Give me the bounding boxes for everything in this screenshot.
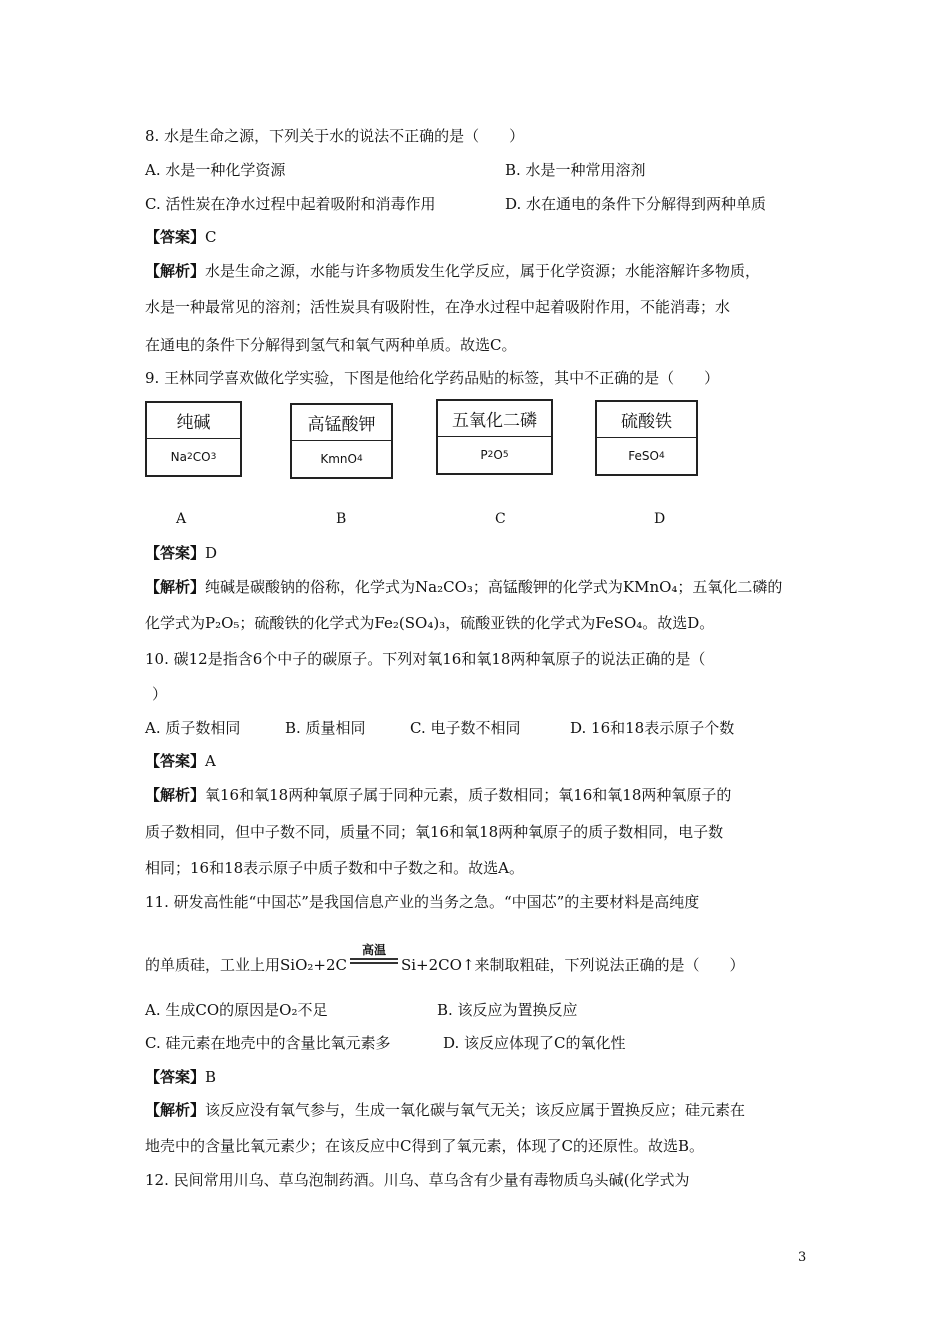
q9-analysis-line-2: 化学式为P₂O₅；硫酸铁的化学式为Fe₂(SO₄)₃，硫酸亚铁的化学式为FeSO₄。故选D。 <box>145 614 715 632</box>
answer-label: 【答案】 <box>145 1068 206 1086</box>
equation-right: Si+2CO↑来制取粗硅，下列说法正确的是（ ） <box>400 956 745 974</box>
q11-answer <box>145 1067 216 1087</box>
label-b <box>290 403 393 479</box>
q9-stem: 9. 王林同学喜欢做化学实验，下图是他给化学药品贴的标签，其中不正确的是（ ） <box>145 369 720 387</box>
q9-analysis-line-1 <box>145 577 782 597</box>
q10-stem-line-1: 10. 碳12是指含6个中子的碳原子。下列对氧16和氧18两种氧原子的说法正确的是（ <box>145 650 706 668</box>
q11-analysis-line-2: 地壳中的含量比氧元素少；在该反应中C得到了氧元素，体现了C的还原性。故选B。 <box>145 1137 704 1155</box>
analysis-text: 水是生命之源，水能与许多物质发生化学反应，属于化学资源；水能溶解许多物质， <box>205 262 761 280</box>
q9-answer <box>145 543 217 563</box>
label-a-formula: Na 2 CO 3 <box>170 450 217 464</box>
q10-option-c: C. 电子数不相同 <box>410 719 521 737</box>
analysis-text: 氧16和氧18两种氧原子属于同种元素，质子数相同；氧16和氧18两种氧原子的 <box>205 786 732 804</box>
analysis-text: 该反应没有氧气参与，生成一氧化碳与氧气无关；该反应属于置换反应；硅元素在 <box>205 1101 746 1119</box>
q10-answer <box>145 751 216 771</box>
q12-stem-line-1: 12. 民间常用川乌、草乌泡制药酒。川乌、草乌含有少量有毒物质乌头碱(化学式为 <box>145 1171 690 1189</box>
q10-analysis-line-2: 质子数相同，但中子数不同，质量不同；氧16和氧18两种氧原子的质子数相同，电子数 <box>145 823 724 841</box>
q11-option-d: D. 该反应体现了C的氧化性 <box>443 1034 626 1052</box>
answer-label: 【答案】 <box>145 544 206 562</box>
label-a <box>145 401 242 477</box>
analysis-label: 【解析】 <box>145 578 206 596</box>
q8-option-a: A. 水是一种化学资源 <box>145 161 286 179</box>
answer-value: A <box>205 752 216 770</box>
reaction-condition <box>348 943 400 975</box>
label-b-name: 高锰酸钾 <box>292 405 391 441</box>
label-d-letter: D <box>654 511 666 527</box>
q11-stem-line-2 <box>145 943 745 975</box>
equation-left: 的单质硅，工业上用SiO₂+2C <box>145 956 347 974</box>
condition-text: 高温 <box>361 943 386 957</box>
page-number: 3 <box>798 1250 807 1265</box>
label-c-formula: P 2 O 5 <box>480 448 509 462</box>
q10-option-d: D. 16和18表示原子个数 <box>570 719 735 737</box>
label-c-name: 五氧化二磷 <box>438 401 551 437</box>
label-d-name: 硫酸铁 <box>597 402 696 438</box>
q10-analysis-line-1 <box>145 785 731 805</box>
answer-value: C <box>205 228 217 246</box>
answer-value: B <box>205 1068 217 1086</box>
analysis-text: 纯碱是碳酸钠的俗称，化学式为Na₂CO₃；高锰酸钾的化学式为KMnO₄；五氧化二磷的 <box>205 578 783 596</box>
q11-analysis-line-1 <box>145 1100 745 1120</box>
q10-stem-line-2: ） <box>152 685 168 703</box>
q8-analysis-line-1 <box>145 261 760 281</box>
label-c-letter: C <box>495 511 506 527</box>
label-a-letter: A <box>176 511 187 527</box>
label-a-name: 纯碱 <box>147 403 240 439</box>
label-c <box>436 399 553 475</box>
answer-label: 【答案】 <box>145 228 206 246</box>
q8-analysis-line-3: 在通电的条件下分解得到氢气和氧气两种单质。故选C。 <box>145 336 517 354</box>
q8-option-b: B. 水是一种常用溶剂 <box>505 161 646 179</box>
q11-option-c: C. 硅元素在地壳中的含量比氧元素多 <box>145 1034 391 1052</box>
q8-answer <box>145 227 217 247</box>
answer-value: D <box>205 544 218 562</box>
label-d <box>595 400 698 476</box>
q10-option-a: A. 质子数相同 <box>145 719 241 737</box>
q11-option-a: A. 生成CO的原因是O₂不足 <box>145 1001 328 1019</box>
analysis-label: 【解析】 <box>145 262 206 280</box>
answer-label: 【答案】 <box>145 752 206 770</box>
q10-option-b: B. 质量相同 <box>285 719 366 737</box>
q10-analysis-line-3: 相同；16和18表示原子中质子数和中子数之和。故选A。 <box>145 859 525 877</box>
label-b-formula: KmnO 4 <box>320 452 363 466</box>
analysis-label: 【解析】 <box>145 786 206 804</box>
q8-analysis-line-2: 水是一种最常见的溶剂；活性炭具有吸附性，在净水过程中起着吸附作用，不能消毒；水 <box>145 298 731 316</box>
q8-stem: 8. 水是生命之源，下列关于水的说法不正确的是（ ） <box>145 127 525 145</box>
q11-stem-line-1: 11. 研发高性能“中国芯”是我国信息产业的当务之急。“中国芯”的主要材料是高纯度 <box>145 893 700 911</box>
q11-option-b: B. 该反应为置换反应 <box>437 1001 578 1019</box>
label-b-letter: B <box>336 511 347 527</box>
analysis-label: 【解析】 <box>145 1101 206 1119</box>
q8-option-d: D. 水在通电的条件下分解得到两种单质 <box>505 195 767 213</box>
label-d-formula: FeSO 4 <box>628 449 665 463</box>
q8-option-c: C. 活性炭在净水过程中起着吸附和消毒作用 <box>145 195 436 213</box>
